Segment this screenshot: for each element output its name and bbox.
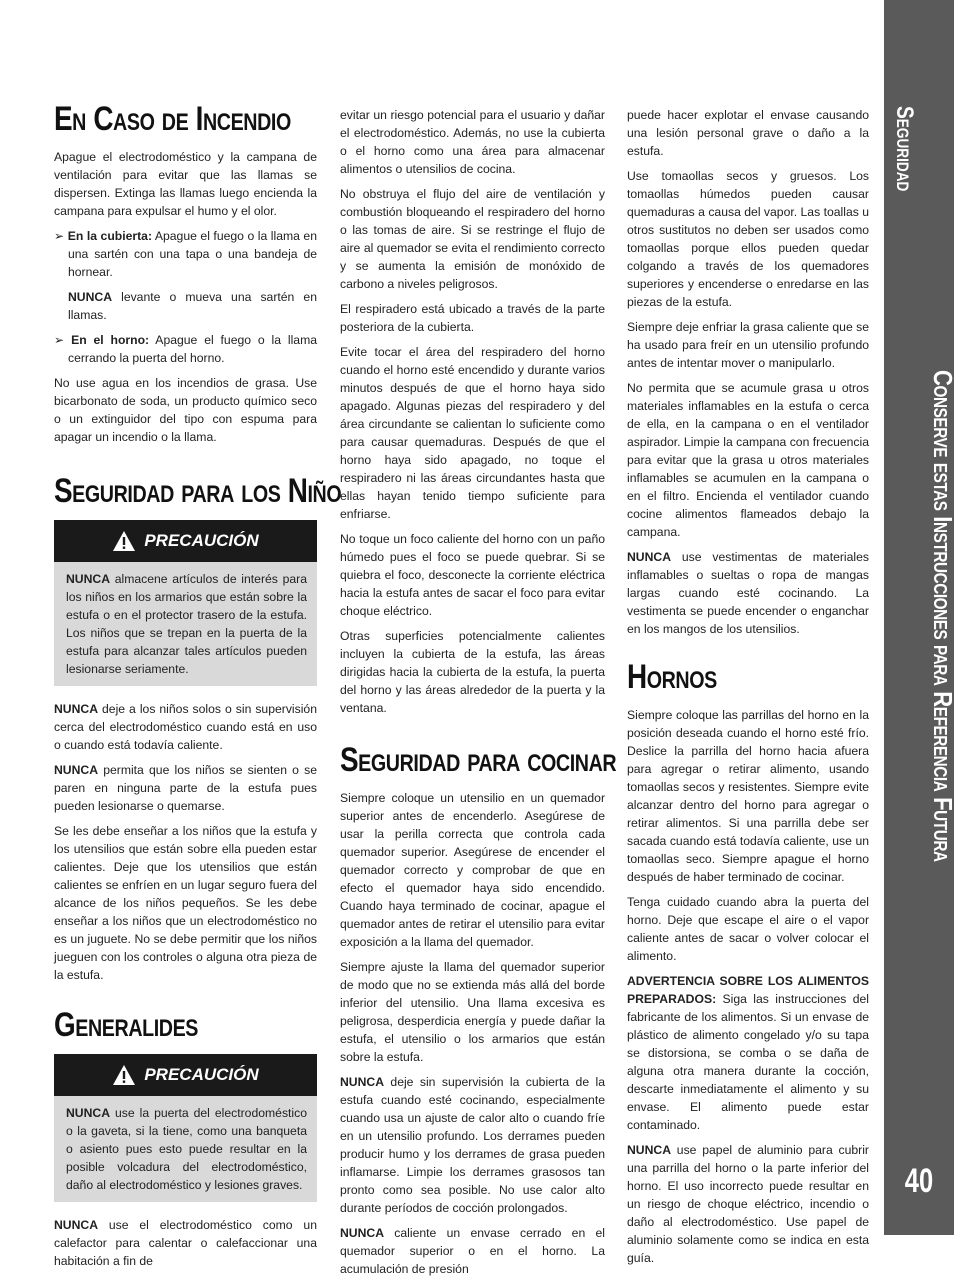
caution-text: almacene artículos de interés para los niños en los armarios que están sobre la estufa o en el protector trasero de la estufa. Los niños que se trepan en la puerta de la estufa para alcanzar tales artículos pueden lesionarse seriamente. <box>66 572 307 676</box>
paragraph-text: deje a los niños solos o sin supervisión cerca del electrodoméstico cuando está en uso o cuando está todavía caliente. <box>54 702 317 752</box>
nunca-label: NUNCA <box>340 1226 385 1240</box>
paragraph-text: use el electrodoméstico como un calefactor para calentar o calefaccionar una habitación a fin de <box>54 1218 317 1268</box>
paragraph-text: use papel de aluminio para cubrir una parrilla del horno o la parte inferior del horno. El uso incorrecto puede resultar en un riesgo de choque eléctrico, incendio o daño al electrodoméstico. Use papel de aluminio solamente como se indica en esta guía. <box>627 1143 869 1265</box>
nunca-label: NUNCA <box>66 572 111 586</box>
paragraph-text: deje sin supervisión la cubierta de la estufa cuando esté cocinando, especialmente cuando usa un ajuste de calor alto o cuando fríe en un utensilio profundo. Los derrames pueden producir humo y los derrames de grasa pueden inflamarse. Limpie los derrames grasosos tan pronto como sea posible. No use calor alto durante períodos de cocción prolongados. <box>340 1075 605 1215</box>
nunca-label: NUNCA <box>68 290 113 304</box>
cooking-paragraph-4 <box>340 1224 605 1278</box>
column-3 <box>627 106 869 1274</box>
col3-paragraph-4: No permita que se acumule grasa u otros materiales inflamables en la estufa o cerca de ella, en la campana o en el ventilador aspirador. Limpie la campana con frecuencia para evitar que la grasa u otros materiales inflamables se acumulen en la campana o en el filtro. Encienda el ventilador cuando cocine alimentos flameados debajo la campana. <box>627 381 869 539</box>
col2-paragraph-1: evitar un riesgo potencial para el usuario y dañar el electrodoméstico. Además, no use la cubierta o el horno como una área para almacenar alimentos o utensilios de cocina. <box>340 108 605 176</box>
cooking-paragraph-3 <box>340 1073 605 1217</box>
col2-paragraph-5: No toque un foco caliente del horno con un paño húmedo pues el foco se puede quebrar. Si se quiebra el foco, desconecte la corriente eléctrica hacia la estufa antes de sacar el foco para evitar choque eléctrico. <box>340 532 605 618</box>
heading-kids: Seguridad para los Niño <box>54 472 342 510</box>
fire-nunca-note <box>54 288 317 324</box>
kids-paragraph-1 <box>54 700 317 754</box>
heading-ovens: Hornos <box>627 658 717 696</box>
caution-label: PRECAUCIÓN <box>144 531 259 550</box>
col3-paragraph-2: Use tomaollas secos y gruesos. Los tomaollas húmedos pueden causar quemaduras a causa del vapor. Las toallas u otros sustitutos no deben ser usados como tomaollas porque ellos pueden quedar colgando a través de los quemadores superiores y encenderse o enredarse en las piezas de la estufa. <box>627 169 869 309</box>
caution-header <box>54 520 317 562</box>
fire-paragraph-1: Apague el electrodoméstico y la campana de ventilación para evitar que las llamas se dispersen. Extinga las llamas luego encienda la campana para expulsar el humo y el olor. <box>54 150 317 218</box>
bullet-label: En el horno: <box>71 333 150 347</box>
caution-box-kids <box>54 520 317 686</box>
nunca-label: NUNCA <box>54 1218 99 1232</box>
col3-paragraph-1: puede hacer explotar el envase causando una lesión personal grave o daño a la estufa. <box>627 108 869 158</box>
paragraph-text: caliente un envase cerrado en el quemador superior o en el horno. La acumulación de presión <box>340 1226 605 1276</box>
sidebar-title: Conserve estas Instrucciones para Referencia Futura <box>928 370 958 862</box>
paragraph-text: permita que los niños se sienten o se paren en ninguna parte de la estufa pues pueden lesionarse o quemarse. <box>54 763 317 813</box>
nunca-label: NUNCA <box>340 1075 385 1089</box>
section-tab-label: Seguridad <box>891 106 918 192</box>
paragraph-text: use vestimentas de materiales inflamables o sueltas o ropa de mangas largas cuando esté cocinando. La vestimenta se puede encender o enganchar en los mangos de los utensilios. <box>627 550 869 636</box>
col3-paragraph-5 <box>627 548 869 638</box>
col3-paragraph-3: Siempre deje enfriar la grasa caliente que se ha usado para freír en un utensilio profundo antes de intentar mover o manipularlo. <box>627 320 869 370</box>
nunca-label: NUNCA <box>54 763 99 777</box>
general-paragraph-1 <box>54 1216 317 1270</box>
heading-general: Generalides <box>54 1006 199 1044</box>
nunca-text: levante o mueva una sartén en llamas. <box>68 290 317 322</box>
nunca-label: NUNCA <box>54 702 99 716</box>
caution-label: PRECAUCIÓN <box>144 1065 259 1084</box>
paragraph-text: Siga las instrucciones del fabricante de los alimentos. Si un envase de plástico de alimento congelado y/o su tapa se distorsiona, se comba o se daña de alguna otra manera durante la cocción, descarte inmediatamente el alimento y su envase. El alimento puede estar contaminado. <box>627 992 869 1132</box>
nunca-label: NUNCA <box>627 550 672 564</box>
heading-fire: En Caso de Incendio <box>54 100 291 138</box>
ovens-paragraph-1: Siempre coloque las parrillas del horno en la posición deseada cuando el horno esté frío. Deslice la parrilla del horno hacia afuera para agregar o retirar alimento, usando tomaollas secos y resistentes. Siempre evite alcanzar dentro del horno para agregar o retirar alimentos. Si una parrilla debe ser sacada cuando está todavía caliente, use un tomaollas seco. Siempre apague el horno después de haber terminado de cocinar. <box>627 708 869 884</box>
col2-paragraph-4: Evite tocar el área del respiradero del horno cuando el horno esté encendido y durante varios minutos después de que el horno haya sido apagado. Algunas piezas del respiradero y del área circundante se calientan lo suficiente como para causar quemaduras. Después de que el horno haya sido apagado, no toque el respiradero ni las áreas circundantes hasta que ellas hayan tenido tiempo suficiente para enfriarse. <box>340 345 605 521</box>
col2-paragraph-6: Otras superficies potencialmente calientes incluyen la cubierta de la estufa, las áreas dirigidas hacia la cubierta de la estufa, la puerta del horno y las áreas alrededor de la puerta y la ventana. <box>340 629 605 715</box>
cooking-paragraph-2: Siempre ajuste la llama del quemador superior de modo que no se extienda más allá del borde inferior del utensilio. Una llama excesiva es peligrosa, desperdicia energía y puede dañar la estufa, el utensilio o los armarios que están sobre la estufa. <box>340 960 605 1064</box>
column-2 <box>340 106 617 1285</box>
caution-box-general <box>54 1054 317 1202</box>
caution-body <box>54 562 317 686</box>
nunca-label: NUNCA <box>627 1143 672 1157</box>
cooking-paragraph-1: Siempre coloque un utensilio en un quemador superior antes de encenderlo. Asegúrese de usar la perilla correcta que controla cada quemador superior. Asegúrese de encender el quemador correcto y comprobar de que en efecto el quemador haya sido encendido. Cuando haya terminado de cocinar, apague el quemador antes de retirar el utensilio para evitar exposición a la llama del quemador. <box>340 791 605 949</box>
column-1 <box>54 100 342 1277</box>
bullet-text: Apague el fuego o la llama en una sartén con una tapa o una bandeja de hornear. <box>68 229 317 279</box>
heading-cooking: Seguridad para cocinar <box>340 741 617 779</box>
nunca-label: NUNCA <box>66 1106 111 1120</box>
ovens-paragraph-2: Tenga cuidado cuando abra la puerta del horno. Deje que escape el aire o el vapor caliente antes de sacar o volver colocar el alimento. <box>627 895 869 963</box>
bullet-text: Apague el fuego o la llama cerrando la puerta del horno. <box>68 333 317 365</box>
caution-text: use la puerta del electrodoméstico o la gaveta, si la tiene, como una banqueta o asiento pues esto puede resultar en la posible volcadura del electrodoméstico, daño al electrodoméstico y lesiones graves. <box>66 1106 307 1192</box>
warning-label: ADVERTENCIA SOBRE LOS ALIMENTOS PREPARADOS: <box>627 974 869 1006</box>
caution-header <box>54 1054 317 1096</box>
ovens-paragraph-4 <box>627 1141 869 1267</box>
warning-triangle-icon <box>112 530 136 552</box>
kids-paragraph-2 <box>54 761 317 815</box>
col2-paragraph-3: El respiradero está ubicado a través de la parte posteriora de la cubierta. <box>340 302 605 334</box>
ovens-paragraph-3 <box>627 972 869 1134</box>
kids-paragraph-3: Se les debe enseñar a los niños que la estufa y los utensilios que están sobre ella pueden estar calientes. Deje que los utensilios que están calientes se enfríen en un lugar seguro fuera del alcance de los niños pequeños. Se les debe enseñar a los niños que un electrodoméstico no es un juguete. No se debe permitir que los niños jueguen con los controles o alguna otra pieza de la estufa. <box>54 824 317 982</box>
warning-triangle-icon <box>112 1064 136 1086</box>
fire-bullet-oven: ➢ En el horno: Apague el fuego o la llama cerrando la puerta del horno. <box>54 333 317 365</box>
page-number: 40 <box>904 1162 934 1200</box>
caution-body <box>54 1096 317 1202</box>
fire-paragraph-2: No use agua en los incendios de grasa. Use bicarbonato de soda, un producto químico seco o un extinguidor del tipo con espuma para apagar un incendio o la llama. <box>54 376 317 444</box>
col2-paragraph-2: No obstruya el flujo del aire de ventilación y combustión bloqueando el respiradero del horno o las tomas de aire. Si se restringe el flujo de aire al quemador se evita el rendimiento correcto y se aumenta la emisión de monóxido de carbono a niveles peligrosos. <box>340 187 605 291</box>
fire-bullet-cooktop: ➢ En la cubierta: Apague el fuego o la llama en una sartén con una tapa o una bandeja de hornear. <box>54 229 317 279</box>
bullet-label: En la cubierta: <box>67 229 153 243</box>
